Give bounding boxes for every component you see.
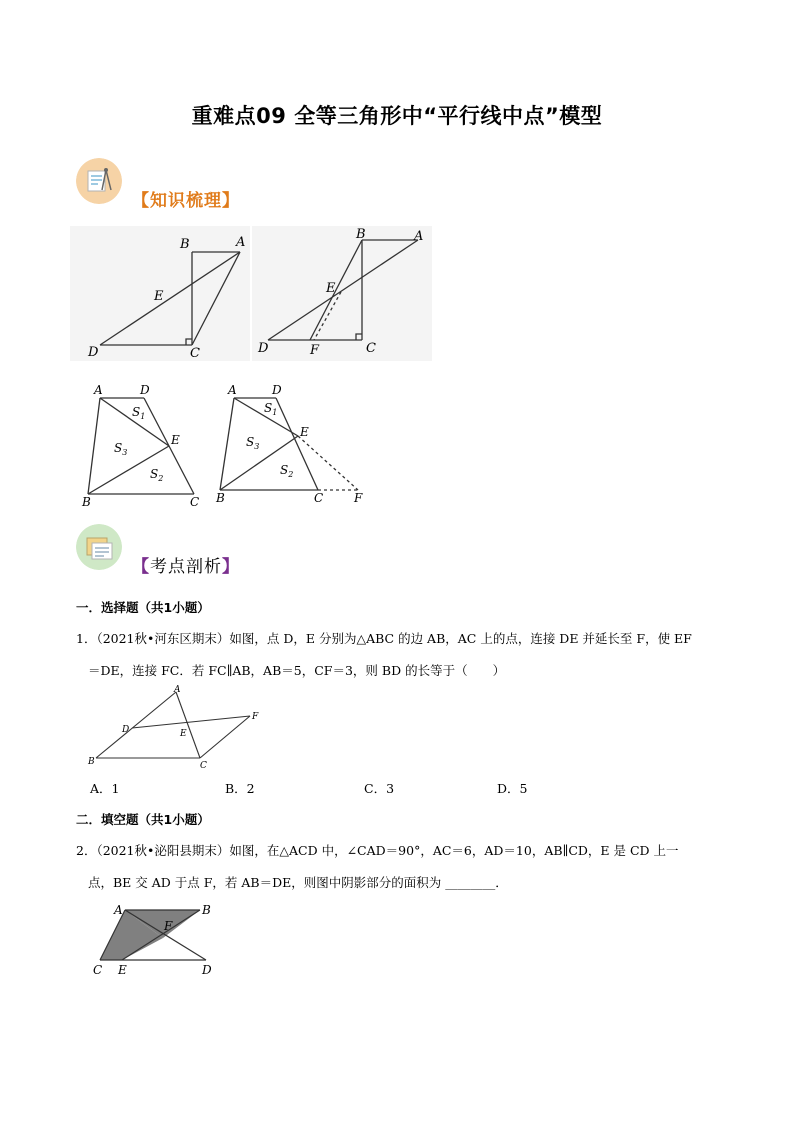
q2-label-E: E	[118, 963, 127, 977]
ruler-compass-icon	[76, 158, 122, 204]
fig3-label-C: C	[190, 495, 200, 509]
q1-option-c[interactable]: C．3	[364, 781, 395, 796]
fig3-label-A: A	[94, 383, 103, 397]
q2-label-C: C	[93, 963, 103, 977]
q1-option-d[interactable]: D．5	[497, 781, 528, 796]
figure-3	[78, 380, 208, 512]
q1-label-F: F	[252, 712, 259, 722]
fig2-label-E: E	[326, 281, 336, 296]
section-knowledge-heading	[132, 186, 240, 211]
fig2-label-A: A	[414, 229, 424, 244]
fig4-label-D: D	[272, 383, 282, 397]
fig2-label-D: D	[258, 341, 269, 356]
q2-label-D: D	[202, 963, 212, 977]
fig3-label-B: B	[82, 495, 91, 509]
fig3-label-D: D	[140, 383, 150, 397]
q2-line1: 2．（2021秋•泌阳县期末）如图，在△ACD 中，∠CAD＝90°，AC＝6，AD＝10，AB∥CD，E 是 CD 上一	[76, 843, 679, 858]
fig1-label-E: E	[154, 289, 164, 304]
fig4-label-S2: $S_2$	[280, 463, 294, 479]
fig3-label-S1: $S_1$	[132, 405, 146, 421]
fig2-label-B: B	[356, 227, 366, 242]
fig3-label-S2: $S_2$	[150, 467, 164, 483]
fig4-label-S1: $S_1$	[264, 401, 278, 417]
fig1-label-D: D	[88, 345, 99, 360]
fig3-label-S3: $S_3$	[114, 441, 128, 457]
fig1-label-B: B	[180, 237, 190, 252]
q1-label-D: D	[122, 725, 130, 735]
fig4-label-S3: $S_3$	[246, 435, 260, 451]
q2-label-B: B	[202, 903, 211, 917]
q1-label-A: A	[174, 685, 181, 695]
fig4-label-F: F	[354, 491, 363, 505]
figure-4	[210, 380, 370, 512]
q2-line2: 点，BE 交 AD 于点 F，若 AB＝DE，则图中阴影部分的面积为 ________．	[88, 875, 508, 890]
fig1-label-C: C	[190, 346, 200, 361]
q1-figure	[84, 684, 274, 770]
bracket-close: 】	[222, 557, 240, 577]
figure-1	[70, 226, 250, 361]
fig4-label-A: A	[228, 383, 237, 397]
fig3-label-E: E	[171, 433, 180, 447]
q1-line1: 1．（2021秋•河东区期末）如图，点 D，E 分别为△ABC 的边 AB，AC 上的点，连接 DE 并延长至 F，使 EF	[76, 631, 692, 646]
part1-heading: 一．选择题（共1小题）	[76, 600, 210, 615]
fig2-label-F: F	[310, 343, 320, 358]
section-analysis-icon-wrap	[76, 524, 122, 574]
part2-heading: 二．填空题（共1小题）	[76, 812, 210, 827]
fig4-label-E: E	[300, 425, 309, 439]
q1-label-B: B	[88, 757, 95, 767]
q2-label-F: F	[164, 919, 173, 933]
fig1-label-A: A	[236, 235, 246, 250]
fig4-label-C: C	[314, 491, 324, 505]
section-analysis-heading	[132, 552, 240, 577]
q2-figure	[88, 898, 228, 982]
q1-label-C: C	[200, 761, 207, 770]
bracket-open: 【	[132, 557, 150, 577]
q2-label-A: A	[114, 903, 123, 917]
documents-icon	[76, 524, 122, 570]
section-analysis-label: 考点剖析	[150, 557, 222, 577]
q1-line2: ＝DE，连接 FC．若 FC∥AB，AB＝5，CF＝3，则 BD 的长等于（ ）	[88, 663, 506, 678]
section-knowledge-icon-wrap	[76, 158, 122, 208]
fig2-label-C: C	[366, 341, 376, 356]
q1-label-E: E	[180, 729, 187, 739]
figure-2	[252, 226, 432, 361]
bracket-open: 【	[132, 191, 150, 211]
fig4-label-B: B	[216, 491, 225, 505]
section-knowledge-label: 知识梳理	[150, 191, 222, 211]
page-title: 重难点09 全等三角形中“平行线中点”模型	[191, 104, 603, 128]
q1-option-b[interactable]: B．2	[225, 781, 255, 796]
q1-option-a[interactable]: A．1	[90, 781, 120, 796]
bracket-close: 】	[222, 191, 240, 211]
